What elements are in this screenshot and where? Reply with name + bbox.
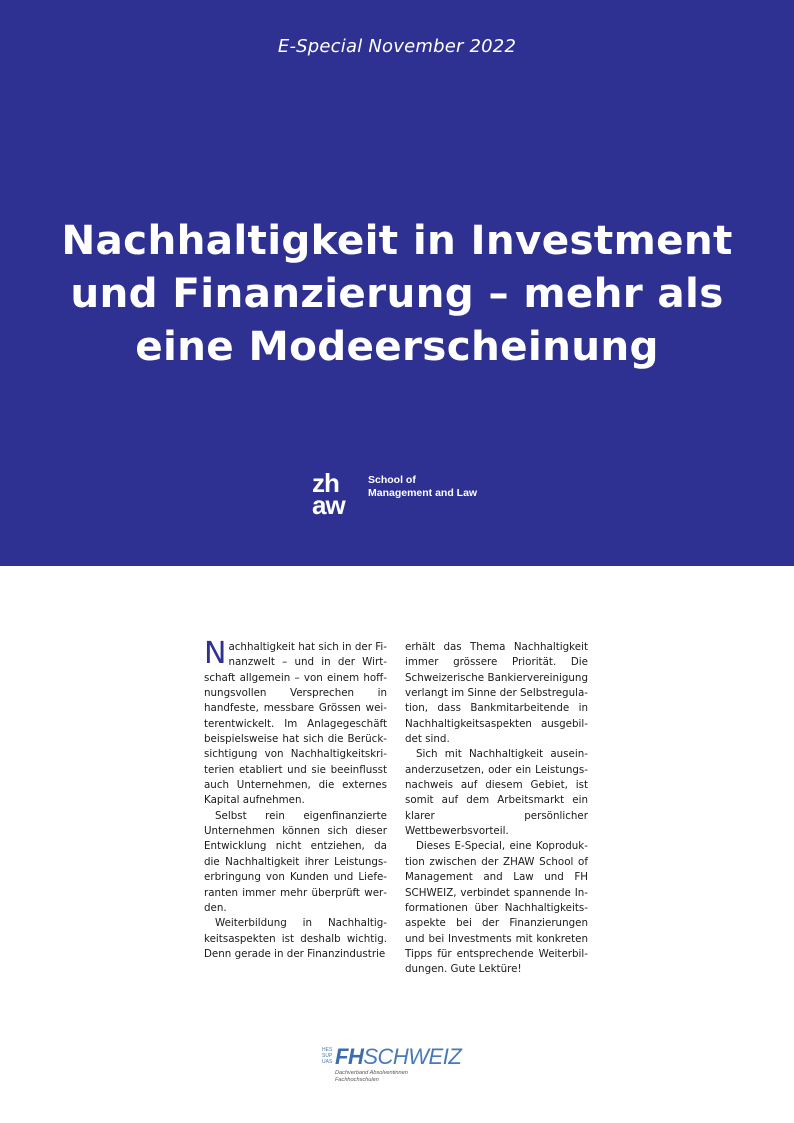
fh-schweiz-subtitle — [335, 1070, 408, 1084]
subtitle-line: Dachverband Absolventinnen — [335, 1070, 408, 1076]
cover-title-line: eine Modeerscheinung — [135, 322, 659, 370]
logo-mark-line: zh — [312, 468, 339, 498]
logo-text-line: School of — [368, 474, 416, 486]
dropcap: N — [204, 636, 227, 671]
logo-text-line: Management and Law — [368, 487, 478, 499]
article-paragraph: erhält das Thema Nachhaltigkeit immer grössere Priorität. Die Schweizerische Bankiervereinigung verlangt im Sinne der Selbstregulation, dass Bankmitarbeitende in Nachhaltigkeitsaspekten ausgebildet sind. — [405, 641, 588, 746]
hes-line: HES — [322, 1047, 333, 1053]
cover-title-line: und Finanzierung – mehr als — [70, 269, 724, 317]
fh-schweiz-wordmark — [335, 1045, 461, 1069]
paragraph-text: achhaltigkeit hat sich in der Finanzwelt – und in der Wirtschaft allgemein – von einem hoffnungsvollen Versprechen in handfeste, messbare Grössen weiterentwickelt. Im Anlagegeschäft beispielsweise hat sich die Berücksichtigung von Nachhaltigkeitskriterien etabliert und sie beeinflusst auch Unternehmen, die externes Kapital aufnehmen. — [204, 641, 387, 807]
article-column-left — [204, 636, 387, 962]
schweiz-wordmark-part: SCHWEIZ — [363, 1044, 462, 1069]
hes-line: SUP — [322, 1053, 333, 1059]
subtitle-line: Fachhochschulen — [335, 1077, 379, 1083]
fh-schweiz-logo — [322, 1045, 492, 1095]
article-paragraph — [204, 636, 387, 809]
edition-label: E-Special November 2022 — [277, 36, 517, 57]
zhaw-logo-text — [368, 474, 558, 500]
article-paragraph: Sich mit Nachhaltigkeit auseinanderzusetzen, oder ein Leistungsnachweis auf diesem Gebiet, ist somit auf dem Arbeitsmarkt ein klarer persönlicher Wettbewerbsvorteil. — [405, 748, 588, 838]
cover-title — [60, 214, 734, 373]
hes-sup-uas-label — [322, 1047, 332, 1065]
logo-mark-line: aw — [312, 490, 345, 520]
fh-wordmark-part: FH — [335, 1044, 364, 1069]
zhaw-logo-mark — [312, 468, 366, 520]
article-paragraph: Weiterbildung in Nachhaltigkeitsaspekten ist deshalb wichtig. Denn gerade in der Finanzindustrie — [204, 917, 387, 960]
cover-title-line: Nachhaltigkeit in Investment — [61, 216, 733, 264]
article-paragraph: Selbst rein eigenfinanzierte Unternehmen können sich dieser Entwicklung nicht entziehen, da die Nachhaltigkeit ihrer Leistungserbringung von Kunden und Lieferanten immer mehr überprüft werden. — [204, 809, 387, 914]
article-paragraph: Dieses E-Special, eine Koproduktion zwischen der ZHAW School of Management and Law und FH SCHWEIZ, verbindet spannende Informationen über Nachhaltigkeitsaspekte bei der Finanzierungen und bei Investments mit konkreten Tipps für entsprechende Weiterbildungen. Gute Lektüre! — [405, 840, 588, 976]
article-column-right — [405, 640, 588, 978]
hes-line: UAS — [322, 1059, 333, 1065]
